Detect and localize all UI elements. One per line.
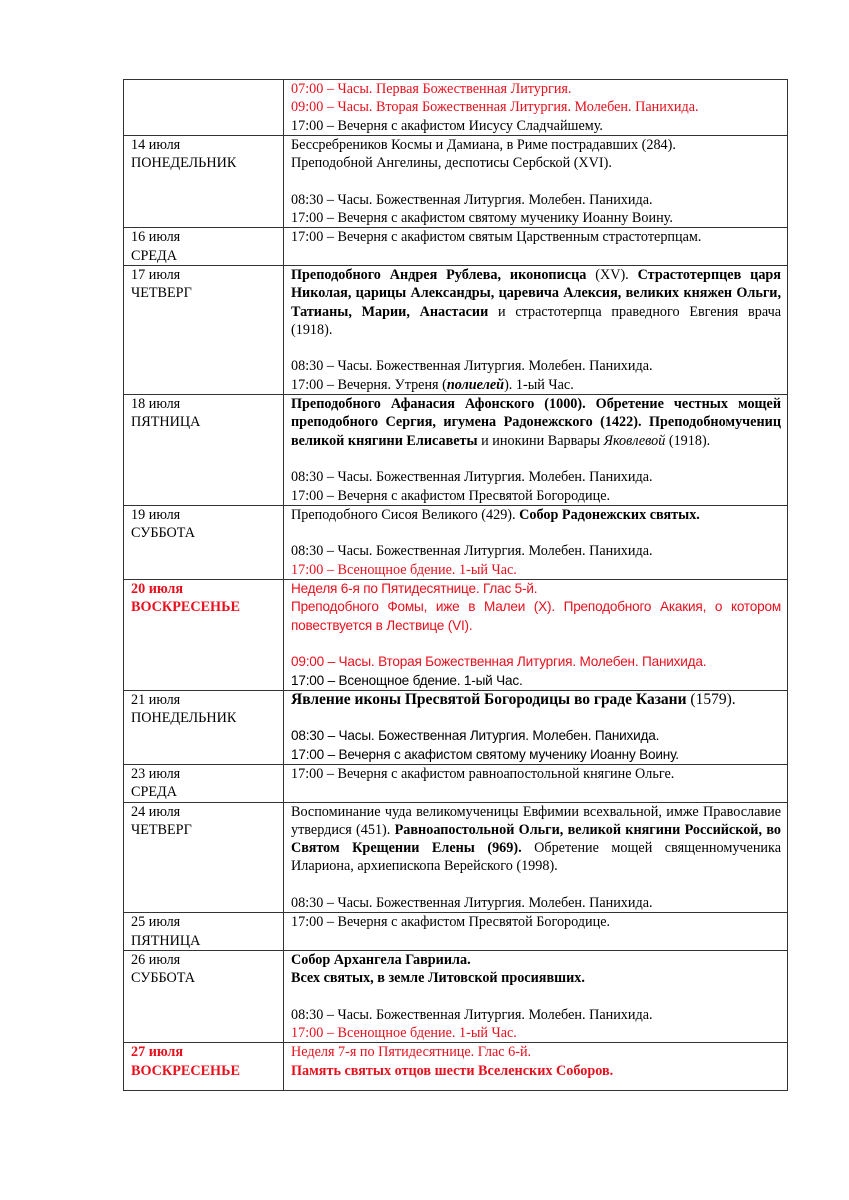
service-line: 08:30 – Часы. Божественная Литургия. Молебен. Панихида.	[291, 358, 653, 375]
feast-line: Преподобной Ангелины, деспотисы Сербской (XVI).	[291, 155, 612, 172]
weekday-label: СРЕДА	[131, 784, 177, 801]
date-label: 14 июля	[131, 136, 181, 153]
services-cell	[284, 690, 788, 764]
table-row	[124, 580, 788, 691]
feast-text: Воспоминание чуда великомученицы Евфимии всехвальной, имже Православие утвердися (451). Равноапостольной Ольги, великой княгини Российской, во Святом Крещении Елены (969). Обретение мощей священномученика Илариона, архиепископа Верейского (1998).	[291, 803, 782, 875]
feast-text: Преподобного Андрея Рублева, иконописца (XV). Страстотерпцев царя Николая, царицы Александры, царевича Алексия, великих княжен Ольги, Татианы, Марии, Анастасии и страстотерпца праведного Евгения врача (1918).	[291, 266, 781, 338]
weekday-label: ВОСКРЕСЕНЬЕ	[131, 599, 240, 616]
table-row	[124, 764, 788, 802]
table-row	[124, 80, 788, 136]
date-label: 27 июля	[131, 1044, 184, 1061]
date-cell	[124, 80, 284, 136]
date-label: 19 июля	[131, 506, 181, 523]
table-row	[124, 690, 788, 764]
date-cell	[124, 913, 284, 951]
weekday-label: СРЕДА	[131, 247, 177, 264]
weekday-label: ЧЕТВЕРГ	[131, 285, 192, 302]
services-cell	[284, 265, 788, 394]
feast-text: Преподобного Афанасия Афонского (1000). Обретение честных мощей преподобного Сергия, игумена Радонежского (1422). Преподобномучениц великой княгини Елисаветы и инокини Варвары Яковлевой (1918).	[291, 396, 781, 449]
weekday-label: ПОНЕДЕЛЬНИК	[131, 710, 237, 727]
date-cell	[124, 265, 284, 394]
table-row	[124, 135, 788, 227]
feast-line: Неделя 6-я по Пятидесятнице. Глас 5-й.	[291, 581, 538, 597]
schedule-table	[123, 79, 788, 1091]
feast-line: Собор Архангела Гавриила.	[291, 951, 471, 968]
date-label: 16 июля	[131, 229, 181, 246]
feast-text: Явление иконы Пресвятой Богородицы во граде Казани (1579).	[291, 690, 736, 708]
weekday-label: ПЯТНИЦА	[131, 414, 201, 431]
table-row	[124, 505, 788, 579]
date-label: 17 июля	[131, 266, 181, 283]
service-line: 17:00 – Всенощное бдение. 1-ый Час.	[291, 672, 523, 688]
date-cell	[124, 228, 284, 266]
services-cell	[284, 228, 788, 266]
date-label: 24 июля	[131, 803, 181, 820]
services-cell	[284, 802, 788, 913]
date-label: 23 июля	[131, 765, 181, 782]
date-label: 20 июля	[131, 581, 184, 598]
service-line: 17:00 – Вечерня с акафистом равноапостольной княгине Ольге.	[291, 765, 675, 782]
services-cell	[284, 1043, 788, 1091]
feast-line: Всех святых, в земле Литовской просиявших.	[291, 970, 585, 987]
service-line: 08:30 – Часы. Божественная Литургия. Молебен. Панихида.	[291, 1006, 653, 1023]
date-label: 26 июля	[131, 951, 181, 968]
date-cell	[124, 690, 284, 764]
date-cell	[124, 1043, 284, 1091]
table-row	[124, 395, 788, 506]
date-cell	[124, 135, 284, 227]
service-line: 17:00 – Вечерня с акафистом Пресвятой Богородице.	[291, 487, 611, 504]
date-cell	[124, 802, 284, 913]
weekday-label: ВОСКРЕСЕНЬЕ	[131, 1062, 240, 1079]
table-row	[124, 913, 788, 951]
service-line: 17:00 – Вечерня с акафистом святым Царственным страстотерпцам.	[291, 229, 702, 246]
service-line: 08:30 – Часы. Божественная Литургия. Молебен. Панихида.	[291, 728, 660, 744]
service-line: 07:00 – Часы. Первая Божественная Литургия.	[291, 81, 572, 97]
feast-text: Преподобного Сисоя Великого (429). Собор Радонежских святых.	[291, 506, 700, 523]
service-line: 08:30 – Часы. Божественная Литургия. Молебен. Панихида.	[291, 191, 653, 208]
feast-line: Неделя 7-я по Пятидесятнице. Глас 6-й.	[291, 1044, 532, 1061]
table-row	[124, 228, 788, 266]
weekday-label: ПЯТНИЦА	[131, 932, 201, 949]
service-line: 08:30 – Часы. Божественная Литургия. Молебен. Панихида.	[291, 469, 653, 486]
services-cell	[284, 135, 788, 227]
service-line: 17:00 – Вечерня с акафистом Иисусу Сладчайшему.	[291, 117, 603, 134]
service-line: 17:00 – Вечерня с акафистом святому мученику Иоанну Воину.	[291, 746, 679, 762]
services-cell	[284, 950, 788, 1042]
feast-line: Бессребреников Космы и Дамиана, в Риме пострадавших (284).	[291, 136, 676, 153]
weekday-label: ПОНЕДЕЛЬНИК	[131, 155, 237, 172]
feast-line: Память святых отцов шести Вселенских Соборов.	[291, 1062, 614, 1079]
date-cell	[124, 950, 284, 1042]
date-label: 21 июля	[131, 691, 181, 708]
table-row	[124, 265, 788, 394]
weekday-label: СУББОТА	[131, 525, 195, 542]
date-label: 25 июля	[131, 914, 181, 931]
service-line: 09:00 – Часы. Вторая Божественная Литургия. Молебен. Панихида.	[291, 654, 707, 670]
weekday-label: ЧЕТВЕРГ	[131, 821, 192, 838]
date-cell	[124, 395, 284, 506]
services-cell	[284, 913, 788, 951]
service-line: 09:00 – Часы. Вторая Божественная Литургия. Молебен. Панихида.	[291, 99, 699, 116]
services-cell	[284, 580, 788, 691]
service-line: 08:30 – Часы. Божественная Литургия. Молебен. Панихида.	[291, 895, 653, 912]
date-cell	[124, 764, 284, 802]
service-line: 17:00 – Всенощное бдение. 1-ый Час.	[291, 561, 517, 578]
feast-line: Преподобного Фомы, иже в Малеи (X). Преподобного Акакия, о котором повествуется в Лествице (VI).	[291, 599, 781, 633]
date-cell	[124, 505, 284, 579]
services-cell	[284, 395, 788, 506]
weekday-label: СУББОТА	[131, 970, 195, 987]
service-line: 17:00 – Вечерня с акафистом святому мученику Иоанну Воину.	[291, 210, 673, 227]
table-row	[124, 950, 788, 1042]
service-line: 17:00 – Вечерня. Утреня (полиелей). 1-ый Час.	[291, 376, 574, 393]
service-line: 17:00 – Всенощное бдение. 1-ый Час.	[291, 1025, 517, 1042]
services-cell	[284, 764, 788, 802]
services-cell	[284, 80, 788, 136]
date-label: 18 июля	[131, 396, 181, 413]
service-line: 08:30 – Часы. Божественная Литургия. Молебен. Панихида.	[291, 543, 653, 560]
service-line: 17:00 – Вечерня с акафистом Пресвятой Богородице.	[291, 914, 611, 931]
date-cell	[124, 580, 284, 691]
services-cell	[284, 505, 788, 579]
table-row	[124, 802, 788, 913]
table-row	[124, 1043, 788, 1091]
